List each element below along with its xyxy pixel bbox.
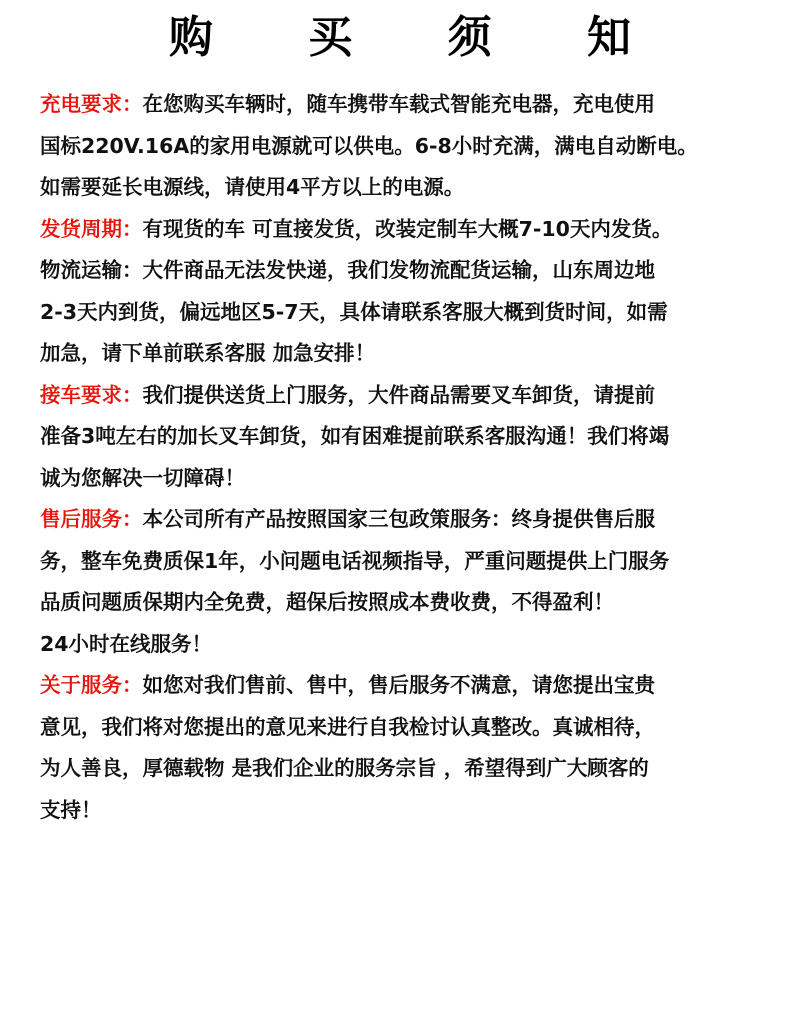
section-text-line: 24小时在线服务！	[40, 631, 213, 656]
section-pickup-line	[40, 375, 776, 417]
section-text: 我们提供送货上门服务，大件商品需要叉车卸货，请提前	[142, 382, 655, 407]
section-label-shipping: 发货周期：	[40, 216, 143, 241]
section-charging-line	[40, 84, 776, 126]
section-text-line: 如需要延长电源线，请使用4平方以上的电源。	[40, 175, 465, 199]
notice-content	[40, 84, 776, 831]
section-text-line: 2-3天内到货，偏远地区5-7天，具体请联系客服大概到货时间，如需	[40, 299, 668, 324]
section-text-line: 支持！	[40, 797, 102, 822]
section-aftersales-line	[40, 499, 776, 541]
section-text-line: 意见，我们将对您提出的意见来进行自我检讨认真整改。真诚相待，	[40, 714, 655, 739]
section-label-about: 关于服务：	[40, 673, 143, 697]
section-text-line: 加急，请下单前联系客服 加急安排！	[40, 341, 376, 365]
section-text-line: 国标220V.16A的家用电源就可以供电。6-8小时充满，满电自动断电。	[40, 133, 698, 158]
section-text-line: 诚为您解决一切障碍！	[40, 465, 245, 490]
section-text-line: 为人善良，厚德载物 是我们企业的服务宗旨 ，希望得到广大顾客的	[40, 756, 649, 780]
section-text-line: 品质问题质保期内全免费，超保后按照成本费收费，不得盈利！	[40, 590, 614, 614]
page-title: 购 买 须 知	[169, 12, 671, 63]
section-shipping-line	[40, 209, 776, 251]
section-text: 有现货的车 可直接发货，改装定制车大概7-10天内发货。	[142, 216, 673, 241]
section-text-line: 准备3吨左右的加长叉车卸货，如有困难提前联系客服沟通！我们将竭	[40, 424, 670, 448]
section-text: 本公司所有产品按照国家三包政策服务：终身提供售后服	[142, 507, 655, 531]
section-about-line	[40, 665, 776, 707]
section-text-line: 物流运输：大件商品无法发快递，我们发物流配货运输，山东周边地	[40, 258, 655, 282]
section-text-line: 务，整车免费质保1年，小问题电话视频指导，严重问题提供上门服务	[40, 548, 670, 573]
section-label-pickup: 接车要求：	[40, 382, 143, 407]
section-label-aftersales: 售后服务：	[40, 507, 143, 531]
section-text: 在您购买车辆时，随车携带车载式智能充电器，充电使用	[142, 92, 655, 116]
section-text: 如您对我们售前、售中，售后服务不满意，请您提出宝贵	[142, 673, 655, 697]
section-label-charging: 充电要求：	[40, 92, 143, 116]
